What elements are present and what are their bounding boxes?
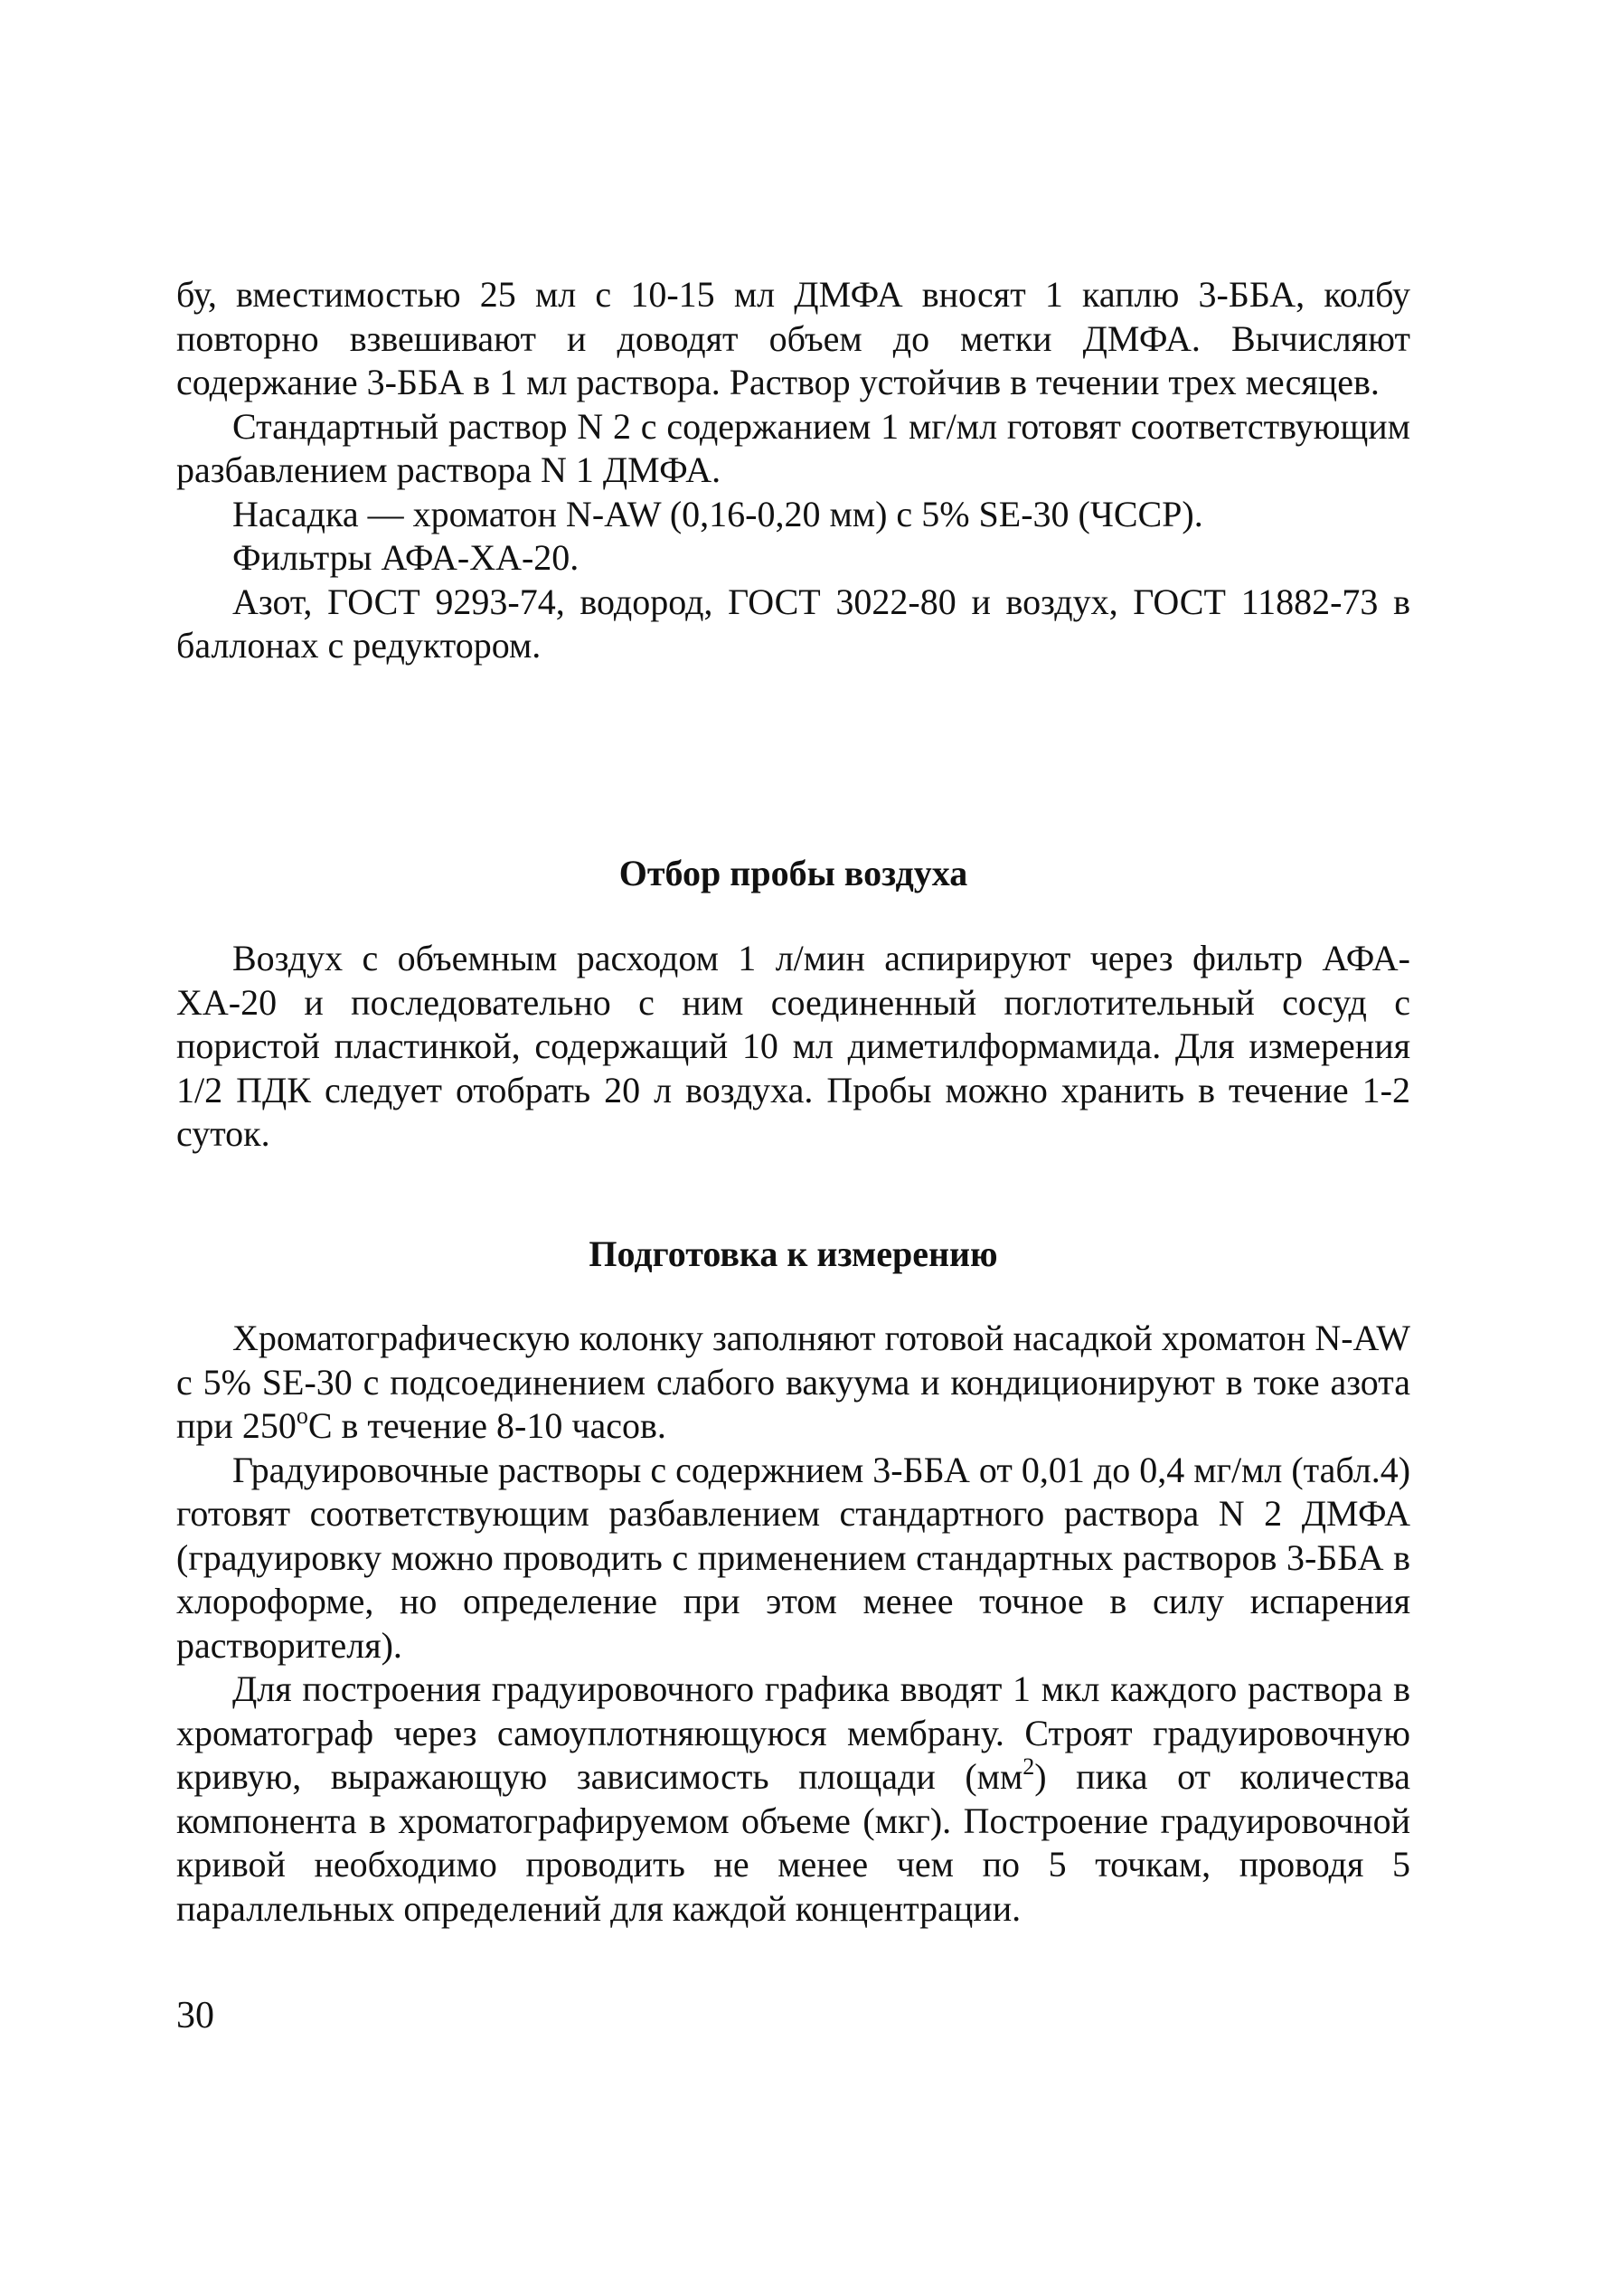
curve-text-start: Для построения градуировочного графика вводят 1 мкл каждого раствора в хроматограф через самоуплотняющуюся мембрану. Строят градуировочную кривую, выражающую зависимость площади (мм [176, 1668, 1410, 1797]
sampling-block [176, 937, 1410, 1157]
page-number: 30 [176, 1995, 214, 2036]
paragraph-gases: Азот, ГОСТ 9293-74, водород, ГОСТ 3022-80 и воздух, ГОСТ 11882-73 в баллонах с редуктором. [176, 581, 1410, 666]
section-title-sampling: Отбор пробы воздуха [618, 853, 968, 893]
preparation-block [176, 1317, 1410, 1931]
paragraph-standard-solution-1: бу, вместимостью 25 мл с 10-15 мл ДМФА вносят 1 каплю 3-ББА, колбу повторно взвешивают и доводят объем до метки ДМФА. Вычисляют содержание 3-ББА в 1 мл раствора. Раствор устойчив в течении трех месяцев. [176, 274, 1410, 402]
degree-superscript: о [296, 1403, 308, 1429]
paragraph-column-conditioning [176, 1317, 1410, 1449]
paragraph-calibration-curve [176, 1668, 1410, 1931]
paragraph-packing: Насадка — хроматон N-AW (0,16-0,20 мм) с 5% SE-30 (ЧССР). [232, 493, 1203, 534]
square-superscript: 2 [1022, 1753, 1035, 1780]
paragraph-calibration-solutions: Градуировочные растворы с содержнием 3-ББА от 0,01 до 0,4 мг/мл (табл.4) готовят соответствующим разбавлением стандартного раствора N 2 ДМФА (градуировку можно проводить с применением стандартных растворов 3-ББА в хлороформе, но определение при этом менее точное в силу испарения растворителя). [176, 1449, 1411, 1666]
curve-text-end: ) пика от количества компонента в хроматографируемом объеме (мкг). Построение градуировочной кривой необходимо проводить не менее чем по 5 точкам, проводя 5 параллельных определений для каждой концентрации. [176, 1756, 1411, 1929]
column-text-start: Хроматографическую колонку заполняют готовой насадкой хроматон N-AW с 5% SE-30 с подсоединением слабого вакуума и кондиционируют в токе азота при 250 [176, 1318, 1410, 1446]
paragraph-sampling: Воздух с объемным расходом 1 л/мин аспирируют через фильтр АФА-ХА-20 и последовательно с ним соединенный поглотительный сосуд с пористой пластинкой, содержащий 10 мл диметилформамида. Для измерения 1/2 ПДК следует отобрать 20 л воздуха. Пробы можно хранить в течение 1-2 суток. [176, 938, 1410, 1154]
column-text-end: С в течение 8-10 часов. [307, 1405, 666, 1446]
section-title-preparation: Подготовка к измерению [589, 1233, 998, 1274]
paragraph-filters: Фильтры АФА-ХА-20. [232, 537, 580, 578]
reagents-block [176, 273, 1410, 668]
paragraph-standard-solution-2: Стандартный раствор N 2 с содержанием 1 мг/мл готовят соответствующим разбавлением раствора N 1 ДМФА. [176, 405, 1410, 490]
